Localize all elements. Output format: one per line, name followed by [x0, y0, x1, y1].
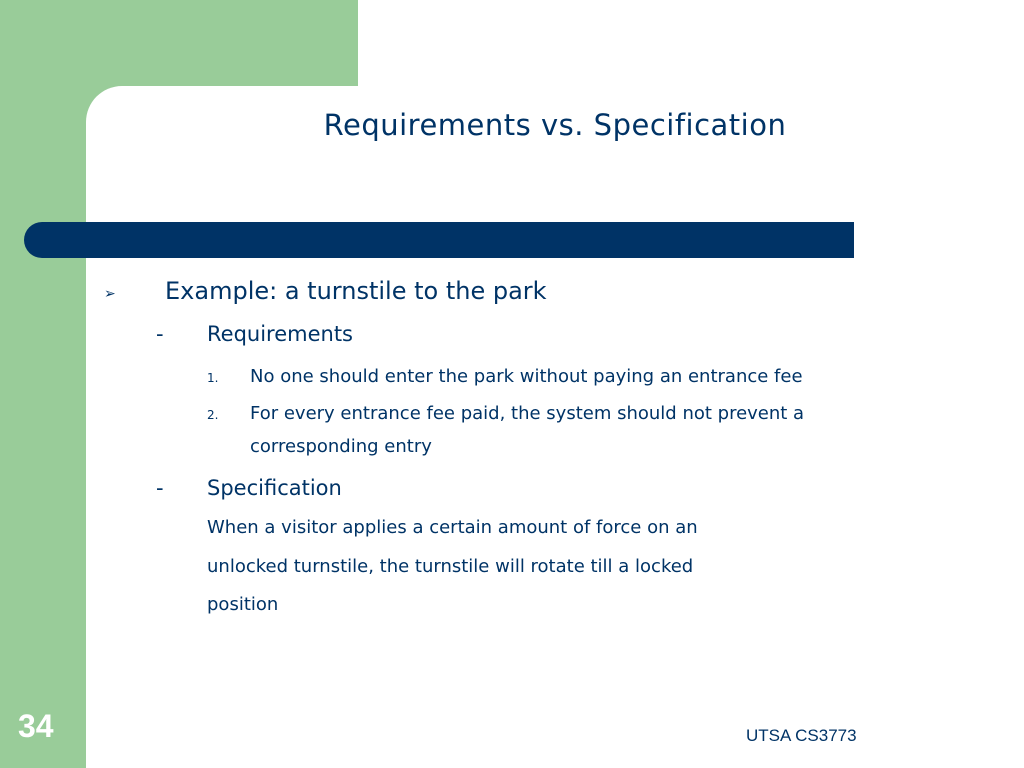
- title-divider-bar: [24, 222, 854, 258]
- specification-line: When a visitor applies a certain amount of force on an: [207, 517, 698, 538]
- specification-heading: Specification: [207, 476, 342, 500]
- list-number: 2.: [207, 408, 219, 422]
- specification-line: unlocked turnstile, the turnstile will rotate till a locked: [207, 556, 694, 577]
- top-green-band: [0, 0, 358, 86]
- list-number: 1.: [207, 371, 219, 385]
- footer-course: UTSA CS3773: [746, 726, 857, 745]
- left-green-band: [0, 0, 86, 768]
- page-number: 34: [18, 708, 54, 744]
- specification-line: position: [207, 594, 279, 615]
- content-panel: [86, 86, 1024, 768]
- requirement-line: For every entrance fee paid, the system should not prevent a: [250, 403, 805, 424]
- example-item: Example: a turnstile to the park: [165, 277, 547, 305]
- dash-bullet: -: [156, 476, 164, 500]
- requirements-heading: Requirements: [207, 322, 353, 346]
- slide-title: Requirements vs. Specification: [323, 108, 787, 142]
- top-white-area: [358, 0, 1024, 86]
- requirement-line: corresponding entry: [250, 436, 432, 457]
- arrow-bullet-icon: ➢: [104, 286, 116, 302]
- dash-bullet: -: [156, 322, 164, 346]
- requirement-line: No one should enter the park without paying an entrance fee: [250, 366, 803, 387]
